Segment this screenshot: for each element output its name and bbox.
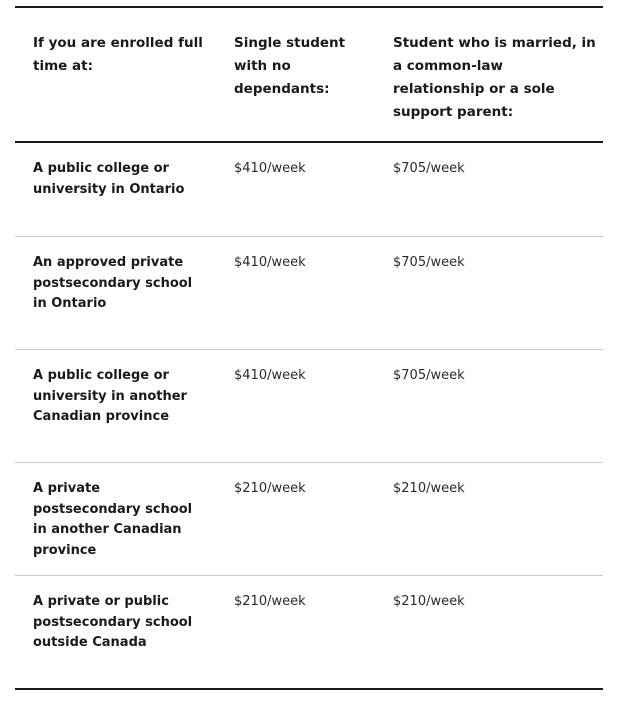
table-row (15, 350, 603, 463)
single-amount-cell: $410/week (234, 161, 306, 176)
institution-cell: A private postsecondary school in another Canadian province (33, 481, 193, 558)
table-row (15, 143, 603, 237)
header-enrolled-at: If you are enrolled full time at: (33, 35, 203, 74)
institution-cell: A public college or university in another Canadian province (33, 368, 187, 424)
married-amount-cell: $210/week (393, 481, 465, 496)
single-amount-cell: $210/week (234, 594, 306, 609)
single-amount-cell: $210/week (234, 481, 306, 496)
funding-table (15, 6, 603, 690)
institution-cell: An approved private postsecondary school in Ontario (33, 255, 193, 311)
table-header-row (15, 8, 603, 143)
header-married-student: Student who is married, in a common-law relationship or a sole support parent: (393, 35, 596, 120)
table-row (15, 237, 603, 350)
married-amount-cell: $705/week (393, 255, 465, 270)
table-row (15, 463, 603, 576)
married-amount-cell: $705/week (393, 368, 465, 383)
single-amount-cell: $410/week (234, 255, 306, 270)
married-amount-cell: $705/week (393, 161, 465, 176)
header-single-student: Single student with no dependants: (234, 35, 346, 97)
institution-cell: A private or public postsecondary school outside Canada (33, 594, 193, 650)
married-amount-cell: $210/week (393, 594, 465, 609)
institution-cell: A public college or university in Ontario (33, 161, 185, 197)
table-row (15, 576, 603, 690)
single-amount-cell: $410/week (234, 368, 306, 383)
